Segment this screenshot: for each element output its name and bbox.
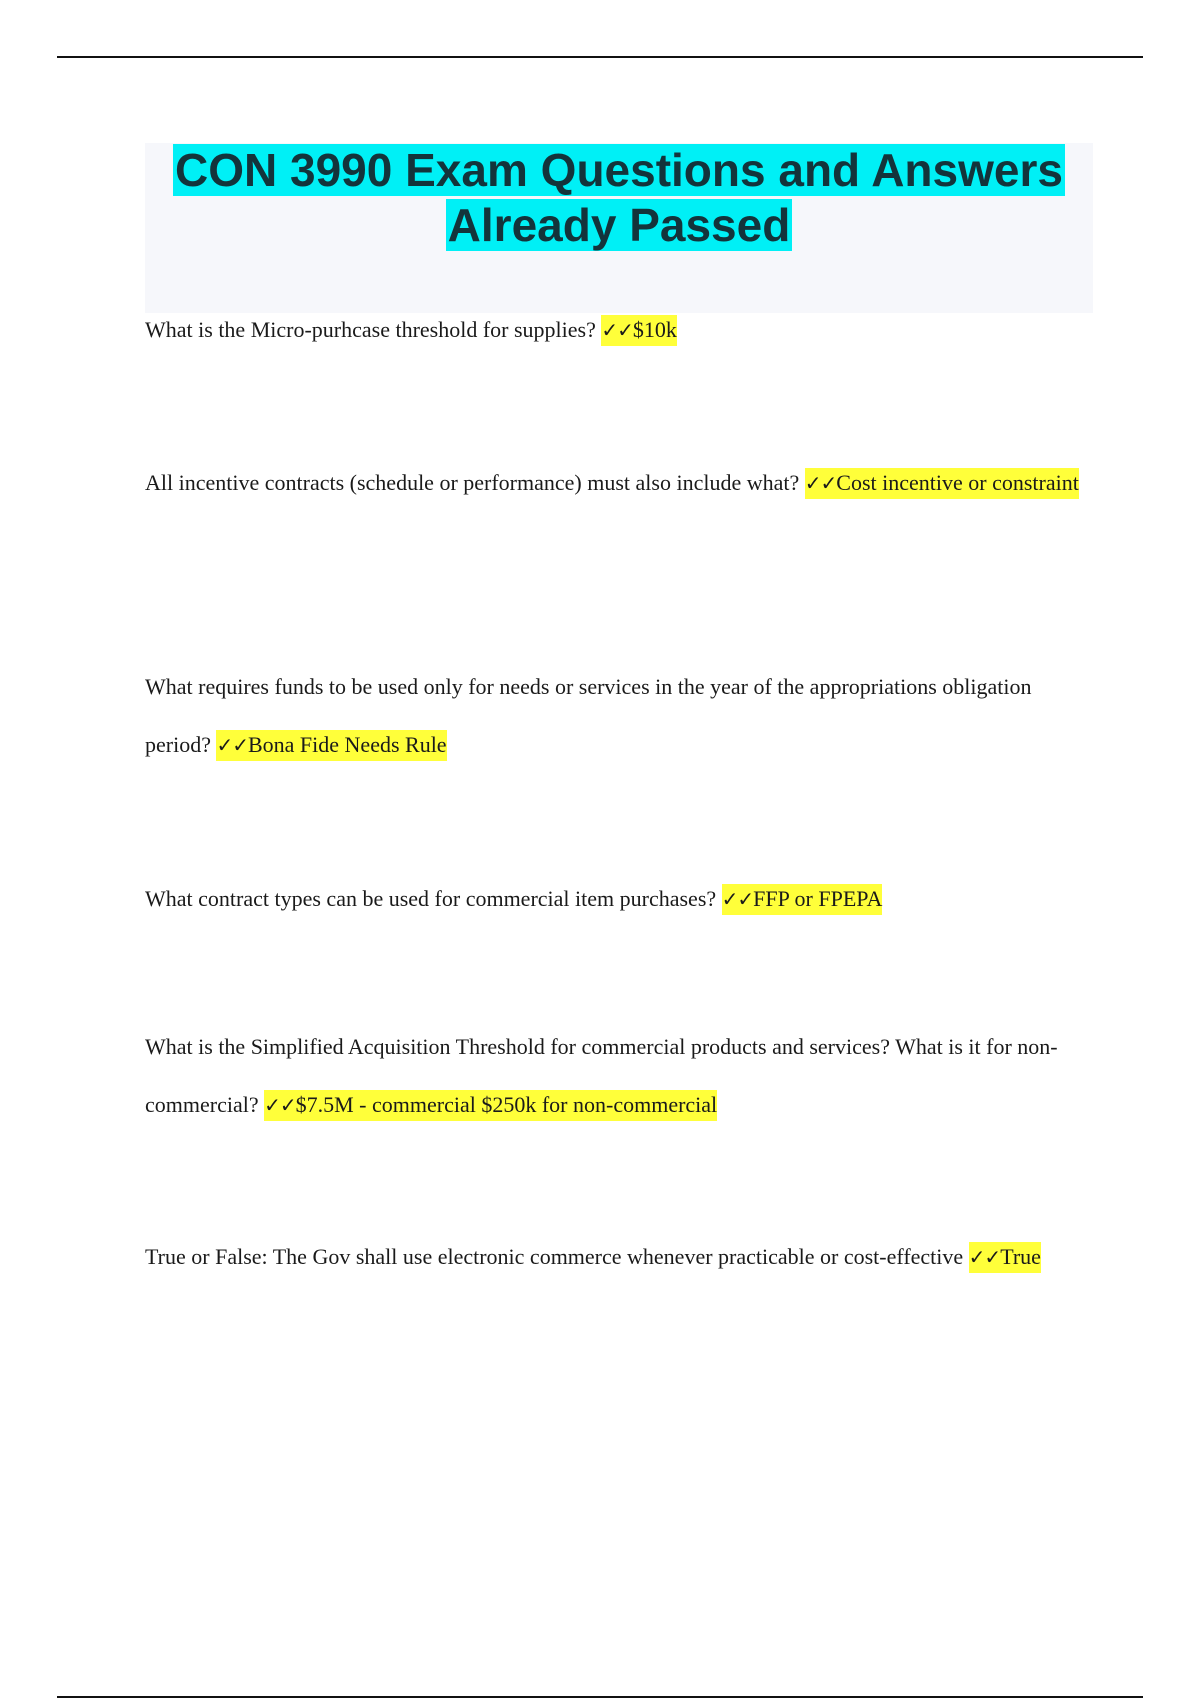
question-text: True or False: The Gov shall use electronic commerce whenever practicable or cost-effective (145, 1244, 969, 1269)
double-check-icon: ✓✓ (804, 471, 837, 495)
qa-item-3 (145, 658, 1085, 774)
double-check-icon: ✓✓ (968, 1245, 1001, 1269)
question-text: What is the Micro-purhcase threshold for supplies? (145, 317, 602, 342)
title-line-1: CON 3990 Exam Questions and Answers (175, 144, 1063, 196)
qa-item-6 (145, 1228, 1085, 1286)
answer-text: Bona Fide Needs Rule (247, 732, 447, 757)
question-text: All incentive contracts (schedule or performance) must also include what? (145, 470, 805, 495)
answer-highlight (969, 1242, 1041, 1273)
qa-item-2 (145, 454, 1085, 512)
question-text: What contract types can be used for commercial item purchases? (145, 886, 722, 911)
answer-text: $7.5M - commercial $250k for non-commercial (295, 1092, 718, 1117)
qa-item-5 (145, 1018, 1085, 1134)
double-check-icon: ✓✓ (601, 318, 633, 342)
title-block (145, 143, 1093, 313)
title-line-2: Already Passed (447, 199, 791, 251)
answer-text: FFP or FPEPA (753, 886, 883, 911)
answer-highlight (722, 884, 883, 915)
answer-highlight (601, 315, 677, 346)
question-text: What requires funds to be used only for needs or services in the year of the appropriations obligation period? (145, 674, 1032, 757)
double-check-icon: ✓✓ (264, 1093, 296, 1117)
double-check-icon: ✓✓ (216, 733, 248, 757)
answer-text: $10k (632, 317, 677, 342)
bottom-rule (57, 1696, 1143, 1698)
page-title (145, 143, 1093, 253)
answer-text: True (1000, 1244, 1041, 1269)
answer-highlight (264, 1090, 717, 1121)
answer-highlight (216, 730, 446, 761)
double-check-icon: ✓✓ (721, 887, 754, 911)
answer-highlight (805, 468, 1079, 499)
answer-text: Cost incentive or constraint (836, 470, 1079, 495)
top-rule (57, 56, 1143, 58)
question-text: What is the Simplified Acquisition Threshold for commercial products and services? What is it for non-commercial? (145, 1034, 1058, 1117)
qa-item-4 (145, 870, 1085, 928)
qa-item-1 (145, 301, 1085, 359)
